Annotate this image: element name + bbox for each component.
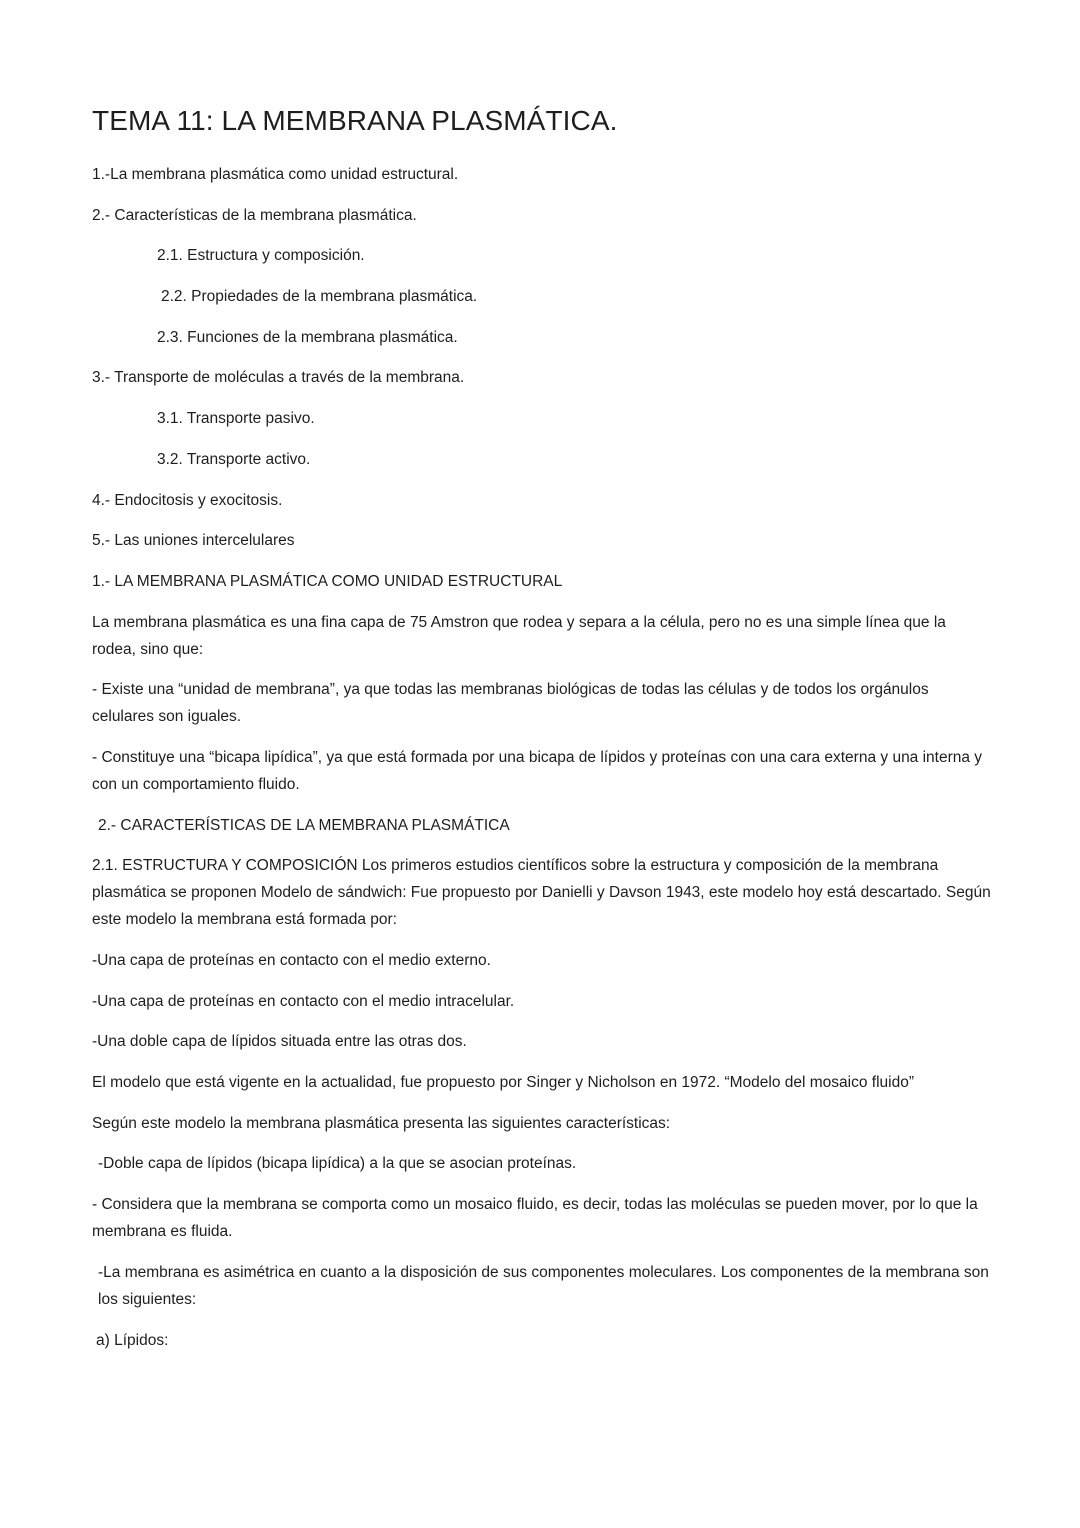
- section-1: [92, 568, 992, 798]
- section-2-paragraph: -Doble capa de lípidos (bicapa lipídica) a la que se asocian proteínas.: [98, 1155, 577, 1173]
- section-2-paragraph: 2.1. ESTRUCTURA Y COMPOSICIÓN Los primeros estudios científicos sobre la estructura y composición de la membrana plasmática se proponen Modelo de sándwich: Fue propuesto por Danielli y Davson 1943, este modelo hoy está descartado. Según este modelo la membrana está formada por:: [92, 857, 991, 929]
- section-2-paragraph: Según este modelo la membrana plasmática presenta las siguientes características:: [92, 1114, 671, 1132]
- outline-item-5: 5.- Las uniones intercelulares: [92, 532, 295, 550]
- outline-item-4: 4.- Endocitosis y exocitosis.: [92, 491, 283, 509]
- section-1-heading: 1.- LA MEMBRANA PLASMÁTICA COMO UNIDAD ESTRUCTURAL: [92, 572, 563, 590]
- outline-item-3: 3.- Transporte de moléculas a través de la membrana.: [92, 369, 465, 387]
- outline-item-2-3: 2.3. Funciones de la membrana plasmática.: [157, 328, 458, 346]
- outline-item-3-1: 3.1. Transporte pasivo.: [157, 410, 315, 428]
- section-2-paragraph: -Una capa de proteínas en contacto con el medio externo.: [92, 952, 491, 969]
- section-1-paragraph: - Constituye una “bicapa lipídica”, ya que está formada por una bicapa de lípidos y proteínas con una cara externa y una interna y con un comportamiento fluido.: [92, 748, 983, 793]
- section-2-paragraph: a) Lípidos:: [96, 1331, 169, 1349]
- outline-item-1: 1.-La membrana plasmática como unidad estructural.: [92, 166, 459, 183]
- outline-item-2-1: 2.1. Estructura y composición.: [157, 247, 365, 265]
- outline-item-2: 2.- Características de la membrana plasmática.: [92, 206, 417, 224]
- section-2-paragraph: El modelo que está vigente en la actualidad, fue propuesto por Singer y Nicholson en 1972. “Modelo del mosaico fluido”: [92, 1074, 915, 1092]
- section-2-paragraph: -La membrana es asimétrica en cuanto a la disposición de sus componentes moleculares. Los componentes de la membrana son los siguientes:: [98, 1263, 989, 1308]
- section-1-paragraph: - Existe una “unidad de membrana”, ya que todas las membranas biológicas de todas las células y de todos los orgánulos celulares son iguales.: [92, 681, 929, 726]
- section-2: [92, 812, 992, 1354]
- section-2-paragraph: -Una doble capa de lípidos situada entre las otras dos.: [92, 1033, 467, 1051]
- outline-item-3-2: 3.2. Transporte activo.: [157, 450, 311, 468]
- section-2-heading: 2.- CARACTERÍSTICAS DE LA MEMBRANA PLASMÁTICA: [98, 816, 510, 834]
- outline: [92, 161, 992, 554]
- section-2-paragraph: - Considera que la membrana se comporta como un mosaico fluido, es decir, todas las moléculas se pueden mover, por lo que la membrana es fluida.: [92, 1196, 978, 1241]
- document-page: [92, 103, 992, 1367]
- section-1-paragraph: La membrana plasmática es una fina capa de 75 Amstron que rodea y separa a la célula, pero no es una simple línea que la rodea, sino que:: [92, 613, 946, 658]
- document-title: TEMA 11: LA MEMBRANA PLASMÁTICA.: [92, 105, 618, 136]
- outline-item-2-2: 2.2. Propiedades de la membrana plasmática.: [161, 288, 478, 306]
- section-2-paragraph: -Una capa de proteínas en contacto con el medio intracelular.: [92, 992, 515, 1010]
